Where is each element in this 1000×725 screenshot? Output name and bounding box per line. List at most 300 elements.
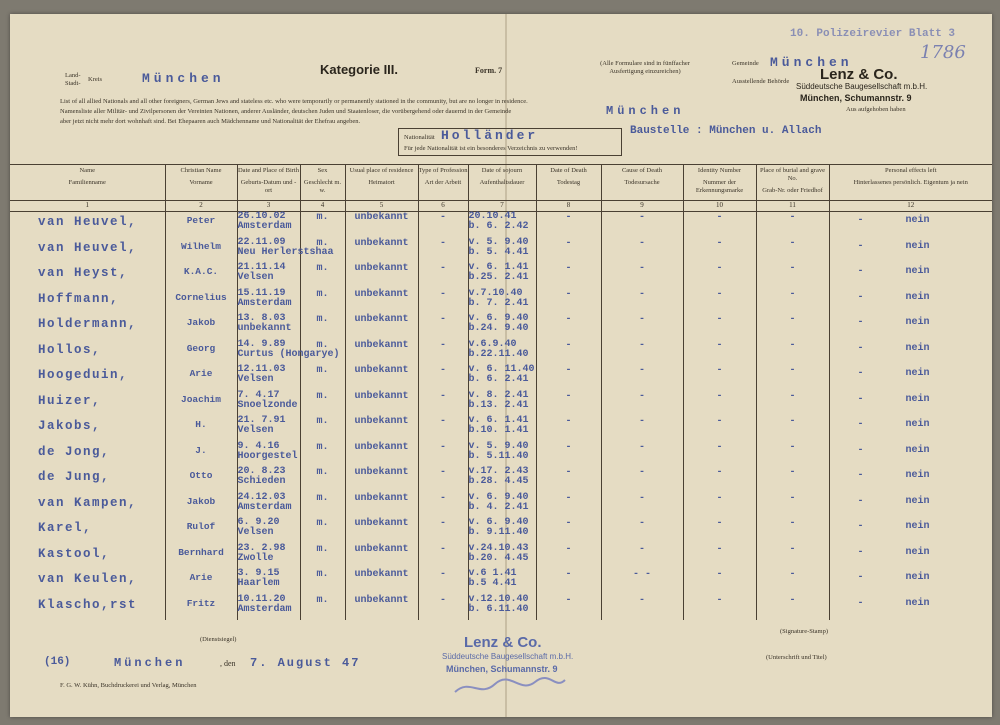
- identity-number-value: -: [716, 518, 723, 529]
- profession-cell: [418, 544, 468, 570]
- personal-effects-cell: [829, 340, 992, 366]
- cause-of-death-value: -: [638, 365, 645, 376]
- sex-value: m.: [316, 263, 329, 274]
- column-header-en: Date of Death: [550, 167, 587, 174]
- sex-cell: [300, 391, 345, 417]
- identity-number-cell: [683, 340, 756, 366]
- identity-number-cell: [683, 212, 756, 238]
- date-of-death-cell: [536, 467, 601, 493]
- date-of-death-value: -: [565, 492, 572, 504]
- cause-of-death-value: -: [638, 339, 645, 351]
- burial-place-value: -: [789, 518, 796, 529]
- burial-place-cell: [756, 595, 829, 621]
- family-name-cell: [10, 238, 165, 264]
- family-name-value: de Jung,: [38, 470, 111, 484]
- handwritten-signature: [450, 674, 570, 700]
- burial-place-value: -: [789, 212, 796, 223]
- identity-number-cell: [683, 263, 756, 289]
- date-of-death-cell: [536, 442, 601, 468]
- effects-no: nein: [905, 368, 930, 379]
- cause-of-death-value: -: [638, 441, 645, 453]
- column-number: 9: [601, 201, 683, 212]
- register-table: [10, 164, 992, 620]
- birth-date-place-cell: [237, 595, 300, 621]
- family-name-value: van Kampen,: [38, 495, 138, 510]
- sex-value: m.: [316, 237, 329, 249]
- column-number: 3: [237, 201, 300, 212]
- column-header-de: Grab-Nr. oder Friedhof: [762, 187, 823, 194]
- residence-value: unbekannt: [354, 569, 409, 580]
- date-of-death-value: -: [565, 518, 572, 529]
- christian-name-cell: [165, 238, 237, 264]
- date-of-death-value: -: [565, 543, 572, 555]
- profession-value: -: [439, 569, 446, 580]
- christian-name-cell: [165, 212, 237, 238]
- birth-date-place-value: Zwolle: [237, 552, 274, 564]
- profession-cell: [418, 340, 468, 366]
- footer-stamp-line1: Süddeutsche Baugesellschaft m.b.H.: [442, 652, 574, 661]
- column-header-de: Vorname: [189, 179, 213, 186]
- personal-effects-cell: [829, 238, 992, 264]
- date-of-death-cell: [536, 289, 601, 315]
- date-of-death-cell: [536, 340, 601, 366]
- sojourn-value: b.5 4.41: [468, 578, 517, 589]
- column-header-de: Todestag: [556, 179, 581, 186]
- residence-cell: [345, 314, 418, 340]
- date-of-death-value: -: [565, 441, 572, 453]
- cause-of-death-cell: [601, 416, 683, 442]
- date-of-death-value: -: [565, 390, 572, 402]
- residence-cell: [345, 595, 418, 621]
- date-of-death-value: -: [565, 237, 572, 249]
- burial-place-cell: [756, 238, 829, 264]
- table-row: [10, 391, 992, 417]
- birth-date-place-cell: [237, 569, 300, 595]
- burial-place-cell: [756, 314, 829, 340]
- residence-cell: [345, 493, 418, 519]
- burial-place-value: -: [789, 441, 796, 453]
- date-of-death-cell: [536, 365, 601, 391]
- birth-date-place-cell: [237, 289, 300, 315]
- residence-value: unbekannt: [354, 263, 409, 274]
- column-number-row: [10, 201, 992, 212]
- date-of-death-cell: [536, 263, 601, 289]
- birth-date-place-cell: [237, 236, 334, 264]
- profession-cell: [418, 493, 468, 519]
- date-of-death-cell: [536, 493, 601, 519]
- effects-no: nein: [905, 342, 930, 354]
- cause-of-death-cell: [601, 467, 683, 493]
- birth-date-place-value: 15.11.19: [237, 287, 286, 299]
- burial-place-value: -: [789, 288, 796, 300]
- residence-value: unbekannt: [354, 518, 409, 529]
- category-title: Kategorie III.: [320, 62, 399, 77]
- effects-no: nein: [905, 597, 930, 609]
- residence-cell: [345, 365, 418, 391]
- personal-effects-cell: [829, 493, 992, 519]
- date-of-death-cell: [536, 314, 601, 340]
- residence-cell: [345, 238, 418, 264]
- birth-date-place-value: 22.11.09: [237, 236, 286, 248]
- baustelle: Baustelle : München u. Allach: [630, 125, 822, 137]
- sojourn-value: b.13. 2.41: [468, 399, 529, 411]
- date-of-death-value: -: [565, 339, 572, 351]
- column-header-de: Todesursache: [624, 179, 660, 186]
- family-name-value: Hoogeduin,: [38, 368, 129, 382]
- column-header-de: Hinterlassenes persönlich. Eigentum ja nein: [853, 179, 968, 186]
- sex-value: m.: [316, 212, 329, 223]
- table-row: [10, 595, 992, 621]
- birth-date-place-value: 12.11.03: [237, 364, 286, 375]
- column-header-5: [345, 165, 418, 201]
- birth-date-place-value: 23. 2.98: [237, 542, 286, 554]
- family-name-cell: [10, 442, 165, 468]
- personal-effects-cell: [829, 467, 992, 493]
- profession-value: -: [439, 339, 446, 351]
- table-row: [10, 340, 992, 366]
- column-header-en: Place of burial and grave No.: [760, 167, 825, 182]
- company-stamp-name: Lenz & Co.: [820, 66, 898, 83]
- profession-value: -: [439, 492, 446, 504]
- residence-value: unbekannt: [354, 314, 409, 325]
- personal-effects-cell: [829, 314, 992, 340]
- sojourn-value: 20.10.41: [468, 211, 517, 222]
- birth-date-place-value: Neu Herlerstshaa: [237, 246, 334, 258]
- land-label: Land- Stadt-: [65, 72, 81, 87]
- column-header-3: [237, 165, 300, 201]
- sojourn-value: b. 7. 2.41: [468, 297, 529, 309]
- column-header-de: Aufenthaltsdauer: [479, 179, 525, 186]
- birth-date-place-value: 24.12.03: [237, 491, 286, 503]
- identity-number-cell: [683, 365, 756, 391]
- identity-number-value: -: [716, 365, 723, 376]
- effects-yes: -: [857, 368, 864, 379]
- table-row: [10, 518, 992, 544]
- cause-of-death-cell: [601, 340, 683, 366]
- cause-of-death-value: -: [638, 492, 645, 504]
- gemeinde-value: München: [770, 55, 853, 70]
- christian-name-cell: [165, 289, 237, 315]
- residence-value: unbekannt: [354, 365, 409, 376]
- identity-number-value: -: [716, 467, 723, 478]
- sex-value: m.: [316, 467, 329, 478]
- residence-cell: [345, 518, 418, 544]
- date-of-death-cell: [536, 212, 601, 238]
- sex-value: m.: [316, 518, 329, 529]
- profession-value: -: [439, 390, 446, 402]
- sex-cell: [300, 595, 345, 621]
- identity-number-cell: [683, 544, 756, 570]
- cause-of-death-value: -: [638, 314, 645, 325]
- family-name-value: Klascho,rst: [38, 597, 138, 612]
- profession-value: -: [439, 467, 446, 478]
- identity-number-value: -: [716, 441, 723, 453]
- column-header-en: Identity Number: [697, 167, 742, 174]
- birth-date-place-cell: [237, 544, 300, 570]
- cause-of-death-cell: [601, 518, 683, 544]
- burial-place-cell: [756, 212, 829, 238]
- birth-date-place-value: Amsterdam: [237, 221, 292, 232]
- sex-value: m.: [316, 492, 329, 504]
- profession-value: -: [439, 543, 446, 555]
- column-number: 6: [418, 201, 468, 212]
- table-row: [10, 544, 992, 570]
- sojourn-value: v. 6. 9.40: [468, 313, 529, 324]
- sojourn-cell: [468, 340, 536, 366]
- sex-cell: [300, 544, 345, 570]
- family-name-value: van Heyst,: [38, 266, 129, 280]
- birth-date-place-value: Amsterdam: [237, 603, 292, 615]
- kreis-label: Kreis: [88, 76, 103, 83]
- cause-of-death-cell: [601, 289, 683, 315]
- table-row: [10, 238, 992, 264]
- printer-imprint: F. G. W. Kühn, Buchdruckerei und Verlag, München: [60, 682, 197, 689]
- christian-name-value: J.: [195, 444, 207, 456]
- sojourn-cell: [468, 212, 536, 238]
- sex-value: m.: [316, 314, 329, 325]
- residence-cell: [345, 340, 418, 366]
- identity-number-value: -: [716, 594, 723, 606]
- effects-yes: -: [857, 393, 864, 405]
- column-header-de: Geburts-Datum und -ort: [240, 179, 297, 194]
- sex-value: m.: [316, 416, 329, 427]
- sojourn-value: b.24. 9.40: [468, 323, 529, 334]
- birth-date-place-value: 9. 4.16: [237, 440, 280, 452]
- effects-no: nein: [905, 444, 930, 456]
- christian-name-value: Otto: [189, 470, 213, 481]
- effects-no: nein: [905, 266, 930, 277]
- effects-yes: -: [857, 419, 864, 430]
- identity-number-cell: [683, 289, 756, 315]
- sex-cell: [300, 569, 345, 595]
- sojourn-cell: [468, 238, 536, 264]
- nationality-label: Nationalität: [404, 134, 435, 141]
- table-row: [10, 212, 992, 238]
- burial-place-cell: [756, 263, 829, 289]
- birth-date-place-cell: [237, 416, 300, 442]
- column-header-1: [10, 165, 165, 201]
- profession-value: -: [439, 212, 446, 223]
- column-header-12: [829, 165, 992, 201]
- sex-cell: [300, 493, 345, 519]
- sojourn-cell: [468, 314, 536, 340]
- family-name-cell: [10, 391, 165, 417]
- cause-of-death-cell: [601, 314, 683, 340]
- column-header-8: [536, 165, 601, 201]
- table-row: [10, 365, 992, 391]
- burial-place-value: -: [789, 365, 796, 376]
- sex-value: m.: [316, 339, 329, 351]
- effects-no: nein: [905, 419, 930, 430]
- effects-no: nein: [905, 521, 930, 532]
- sojourn-cell: [468, 263, 536, 289]
- sequence-number: (16): [44, 656, 71, 668]
- family-name-cell: [10, 263, 165, 289]
- residence-value: unbekannt: [354, 390, 409, 402]
- residence-value: unbekannt: [354, 492, 409, 504]
- christian-name-value: H.: [195, 419, 207, 430]
- birth-date-place-value: 26.10.02: [237, 211, 286, 222]
- effects-no: nein: [905, 317, 930, 328]
- identity-number-cell: [683, 416, 756, 442]
- identity-number-cell: [683, 314, 756, 340]
- footer-den: , den: [220, 659, 236, 668]
- sex-cell: [300, 518, 345, 544]
- effects-no: nein: [905, 393, 930, 405]
- burial-place-value: -: [789, 543, 796, 555]
- effects-yes: -: [857, 597, 864, 609]
- dienstsiegel-label: (Dienstsiegel): [200, 636, 237, 643]
- sojourn-value: v.6 1.41: [468, 568, 517, 579]
- burial-place-value: -: [789, 314, 796, 325]
- column-header-4: [300, 165, 345, 201]
- personal-effects-cell: [829, 442, 992, 468]
- burial-place-value: -: [789, 339, 796, 351]
- burial-place-value: -: [789, 594, 796, 606]
- family-name-cell: [10, 340, 165, 366]
- family-name-cell: [10, 416, 165, 442]
- table-row: [10, 467, 992, 493]
- birth-date-place-value: Schieden: [237, 476, 286, 487]
- table-row: [10, 493, 992, 519]
- christian-name-value: Arie: [189, 572, 213, 583]
- christian-name-cell: [165, 340, 237, 366]
- sojourn-cell: [468, 569, 536, 595]
- christian-name-cell: [165, 391, 237, 417]
- family-name-cell: [10, 569, 165, 595]
- birth-date-place-value: unbekannt: [237, 323, 292, 334]
- christian-name-cell: [165, 467, 237, 493]
- family-name-cell: [10, 314, 165, 340]
- burial-place-cell: [756, 493, 829, 519]
- sojourn-value: b.20. 4.45: [468, 552, 529, 564]
- family-name-value: de Jong,: [38, 444, 111, 459]
- effects-yes: -: [857, 546, 864, 558]
- sex-cell: [300, 365, 345, 391]
- sex-cell: [300, 263, 345, 289]
- column-number: 1: [10, 201, 165, 212]
- unterschrift-label: (Unterschrift und Titel): [766, 654, 827, 661]
- date-of-death-value: -: [565, 263, 572, 274]
- effects-yes: -: [857, 291, 864, 303]
- date-of-death-value: -: [565, 594, 572, 606]
- table-row: [10, 263, 992, 289]
- christian-name-cell: [165, 518, 237, 544]
- birth-date-place-cell: [237, 518, 300, 544]
- birth-date-place-value: Hoorgestel: [237, 450, 298, 462]
- cause-of-death-cell: [601, 493, 683, 519]
- residence-cell: [345, 544, 418, 570]
- sojourn-cell: [468, 442, 536, 468]
- identity-number-cell: [683, 493, 756, 519]
- identity-number-value: -: [716, 543, 723, 555]
- birth-date-place-value: Velsen: [237, 425, 274, 436]
- christian-name-cell: [165, 314, 237, 340]
- residence-cell: [345, 467, 418, 493]
- column-number: 5: [345, 201, 418, 212]
- birth-date-place-value: 7. 4.17: [237, 389, 280, 401]
- column-header-en: Sex: [317, 167, 328, 174]
- cause-of-death-cell: [601, 544, 683, 570]
- burial-place-cell: [756, 365, 829, 391]
- sojourn-value: v. 6. 9.40: [468, 517, 529, 528]
- table-row: [10, 416, 992, 442]
- sojourn-value: v. 8. 2.41: [468, 389, 529, 401]
- sojourn-value: b.28. 4.45: [468, 476, 529, 487]
- column-number: 2: [165, 201, 237, 212]
- burial-place-value: -: [789, 416, 796, 427]
- personal-effects-cell: [829, 416, 992, 442]
- date-of-death-value: -: [565, 467, 572, 478]
- column-header-de: Art der Arbeit: [424, 179, 462, 186]
- birth-date-place-value: 20. 8.23: [237, 466, 286, 477]
- date-of-death-value: -: [565, 212, 572, 223]
- cause-of-death-value: -: [638, 594, 645, 606]
- birth-date-place-value: Velsen: [237, 374, 274, 385]
- profession-cell: [418, 391, 468, 417]
- effects-yes: -: [857, 572, 864, 583]
- column-header-7: [468, 165, 536, 201]
- christian-name-value: K.A.C.: [183, 266, 219, 277]
- profession-value: -: [439, 416, 446, 427]
- profession-cell: [418, 467, 468, 493]
- column-number: 8: [536, 201, 601, 212]
- birth-date-place-cell: [237, 442, 300, 468]
- column-number: 10: [683, 201, 756, 212]
- birth-date-place-cell: [237, 391, 300, 417]
- residence-value: unbekannt: [354, 288, 409, 300]
- birth-date-place-cell: [237, 365, 300, 391]
- burial-place-cell: [756, 391, 829, 417]
- residence-value: unbekannt: [354, 237, 409, 249]
- profession-cell: [418, 442, 468, 468]
- residence-cell: [345, 442, 418, 468]
- burial-place-cell: [756, 289, 829, 315]
- family-name-value: Huizer,: [38, 393, 102, 408]
- burial-place-value: -: [789, 263, 796, 274]
- nationality-box: [398, 128, 622, 156]
- footer-stamp-name: Lenz & Co.: [464, 634, 542, 651]
- identity-number-cell: [683, 238, 756, 264]
- profession-cell: [418, 212, 468, 238]
- cause-of-death-value: -: [638, 212, 645, 223]
- gemeinde-label: Gemeinde: [732, 60, 759, 67]
- sojourn-value: v. 6. 11.40: [468, 364, 535, 375]
- birth-date-place-value: 14. 9.89: [237, 338, 286, 350]
- identity-number-cell: [683, 391, 756, 417]
- sojourn-value: b.22.11.40: [468, 348, 529, 360]
- residence-value: unbekannt: [354, 416, 409, 427]
- sojourn-cell: [468, 518, 536, 544]
- sojourn-cell: [468, 391, 536, 417]
- column-header-2: [165, 165, 237, 201]
- profession-value: -: [439, 594, 446, 606]
- sojourn-cell: [468, 544, 536, 570]
- sojourn-cell: [468, 595, 536, 621]
- effects-no: nein: [905, 572, 930, 583]
- christian-name-cell: [165, 544, 237, 570]
- personal-effects-cell: [829, 289, 992, 315]
- signature-label: (Signature-Stamp): [780, 628, 829, 635]
- christian-name-cell: [165, 595, 237, 621]
- cause-of-death-value: - -: [632, 569, 651, 580]
- burial-place-cell: [756, 467, 829, 493]
- profession-value: -: [439, 441, 446, 453]
- table-row: [10, 569, 992, 595]
- identity-number-value: -: [716, 212, 723, 223]
- residence-value: unbekannt: [354, 339, 409, 351]
- date-of-death-value: -: [565, 365, 572, 376]
